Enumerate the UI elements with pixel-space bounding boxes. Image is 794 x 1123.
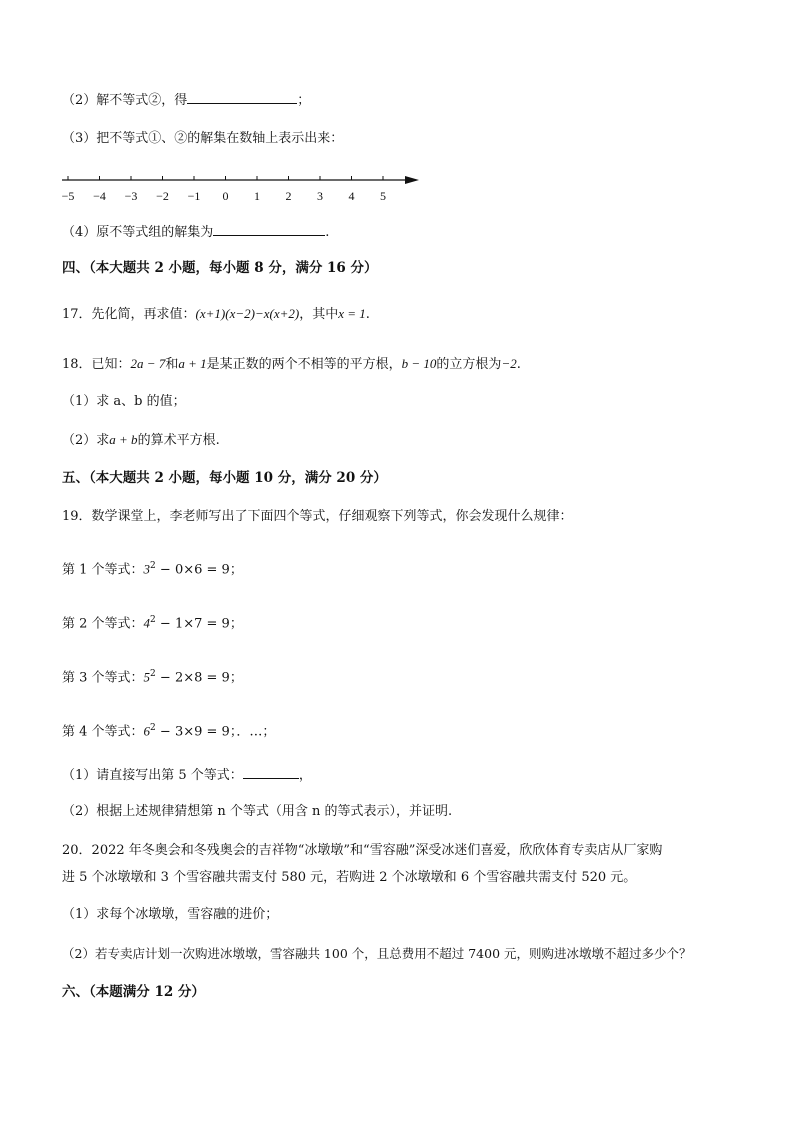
q16-part4-text: （4）原不等式组的解集为 [62, 225, 214, 240]
equation-rest: − 2×8 = 9 [155, 670, 230, 686]
axis-tick-label: −4 [93, 189, 106, 203]
q20-part1: （1）求每个冰墩墩，雪容融的进价； [62, 907, 279, 922]
equation-rest: − 1×7 = 9 [155, 616, 230, 632]
answer-blank[interactable] [243, 765, 299, 779]
q16-part2-text: （2）解不等式②，得 [62, 93, 188, 108]
question-18 [62, 355, 521, 374]
q19-intro: 19．数学课堂上，李老师写出了下面四个等式，仔细观察下列等式，你会发现什么规律： [62, 509, 573, 524]
axis-tick-label: 4 [348, 189, 355, 203]
q19-part2: （2）根据上述规律猜想第 n 个等式（用含 n 的等式表示），并证明. [62, 804, 453, 819]
answer-blank[interactable] [187, 90, 297, 104]
q18-text: 和 [165, 357, 179, 372]
q19-part1-text: （1）请直接写出第 5 个等式： [62, 768, 243, 783]
equation-base: 4 [143, 615, 151, 631]
q17-expression: (x+1)(x−2)−x(x+2) [195, 306, 300, 321]
axis-tick-label: −3 [124, 189, 138, 203]
axis-tick-label: 3 [317, 189, 323, 203]
q18-part2-end: 的算术平方根. [137, 433, 220, 448]
q19-equation-2 [62, 611, 243, 633]
equation-exponent: 2 [150, 669, 156, 679]
equation-exponent: 2 [150, 615, 156, 625]
q19-equation-3 [62, 665, 243, 687]
equation-end: ； [229, 562, 243, 578]
equation-rest: − 3×9 = 9 [155, 724, 230, 740]
q19-equation-4 [62, 719, 275, 741]
axis-tick-label: 1 [254, 189, 260, 203]
q16-part4 [62, 222, 329, 242]
q19-part1 [62, 765, 312, 785]
q16-part2-end: ； [297, 93, 311, 108]
q18-text: 18．已知： [62, 357, 131, 372]
axis-tick-label: 5 [380, 189, 386, 203]
q18-expr-4: −2 [501, 356, 517, 371]
q19-equation-1 [62, 557, 243, 579]
q17-text-mid: ，其中 [299, 307, 339, 322]
q18-end: . [516, 357, 521, 372]
equation-label: 第 2 个等式： [62, 616, 144, 632]
equation-label: 第 4 个等式： [62, 724, 144, 740]
number-line [62, 168, 424, 206]
section-4-title: 四、（本大题共 2 小题，每小题 8 分，满分 16 分） [62, 260, 378, 276]
q17-text: 17．先化简，再求值： [62, 307, 196, 322]
q18-expr-3: b − 10 [401, 356, 437, 371]
axis-tick-label: −2 [156, 189, 169, 203]
equation-label: 第 1 个等式： [62, 562, 144, 578]
axis-tick-label: −5 [62, 189, 75, 203]
equation-end: ； [229, 670, 243, 686]
equation-base: 6 [143, 723, 151, 739]
equation-exponent: 2 [150, 723, 156, 733]
q18-expr-2: a + 1 [178, 356, 207, 371]
equation-end: ； [229, 616, 243, 632]
question-17 [62, 305, 370, 324]
q18-expr-1: 2a − 7 [130, 356, 166, 371]
axis-tick-label: 0 [222, 189, 229, 203]
q16-part4-end: . [325, 225, 330, 240]
equation-end: ；．…； [229, 724, 276, 740]
q20-part2: （2）若专卖店计划一次购进冰墩墩，雪容融共 100 个，且总费用不超过 7400 元，则购进冰墩墩不超过多少个？ [62, 946, 692, 961]
q19-part1-end: ， [298, 768, 312, 783]
equation-label: 第 3 个等式： [62, 670, 144, 686]
axis-tick-label: −1 [187, 189, 201, 203]
q20-line-1: 20．2022 年冬奥会和冬残奥会的吉祥物“冰墩墩”和“雪容融”深受冰迷们喜爱，欣欣体育专卖店从厂家购 [62, 843, 663, 858]
q17-end: . [365, 307, 370, 322]
q16-part2 [62, 90, 310, 110]
equation-exponent: 2 [150, 561, 156, 571]
q18-part2-expr: a + b [109, 432, 138, 447]
equation-base: 5 [143, 669, 151, 685]
q18-part2 [62, 431, 220, 450]
q20-line-2: 进 5 个冰墩墩和 3 个雪容融共需支付 580 元，若购进 2 个冰墩墩和 6 个雪容融共需支付 520 元。 [62, 870, 637, 885]
equation-base: 3 [143, 561, 151, 577]
axis-tick-label: 2 [285, 189, 292, 203]
section-6-title: 六、（本题满分 12 分） [62, 984, 205, 1000]
q18-part1: （1）求 a、b 的值； [62, 394, 186, 409]
q18-text: 的立方根为 [436, 357, 502, 372]
section-5-title: 五、（本大题共 2 小题，每小题 10 分，满分 20 分） [62, 470, 387, 486]
q16-part3: （3）把不等式①、②的解集在数轴上表示出来： [62, 131, 344, 146]
answer-blank[interactable] [213, 222, 325, 236]
axis-arrow-icon [405, 176, 419, 184]
equation-rest: − 0×6 = 9 [155, 562, 230, 578]
q18-part2-text: （2）求 [62, 433, 110, 448]
q17-condition: x = 1 [338, 306, 366, 321]
q18-text: 是某正数的两个不相等的平方根， [206, 357, 402, 372]
